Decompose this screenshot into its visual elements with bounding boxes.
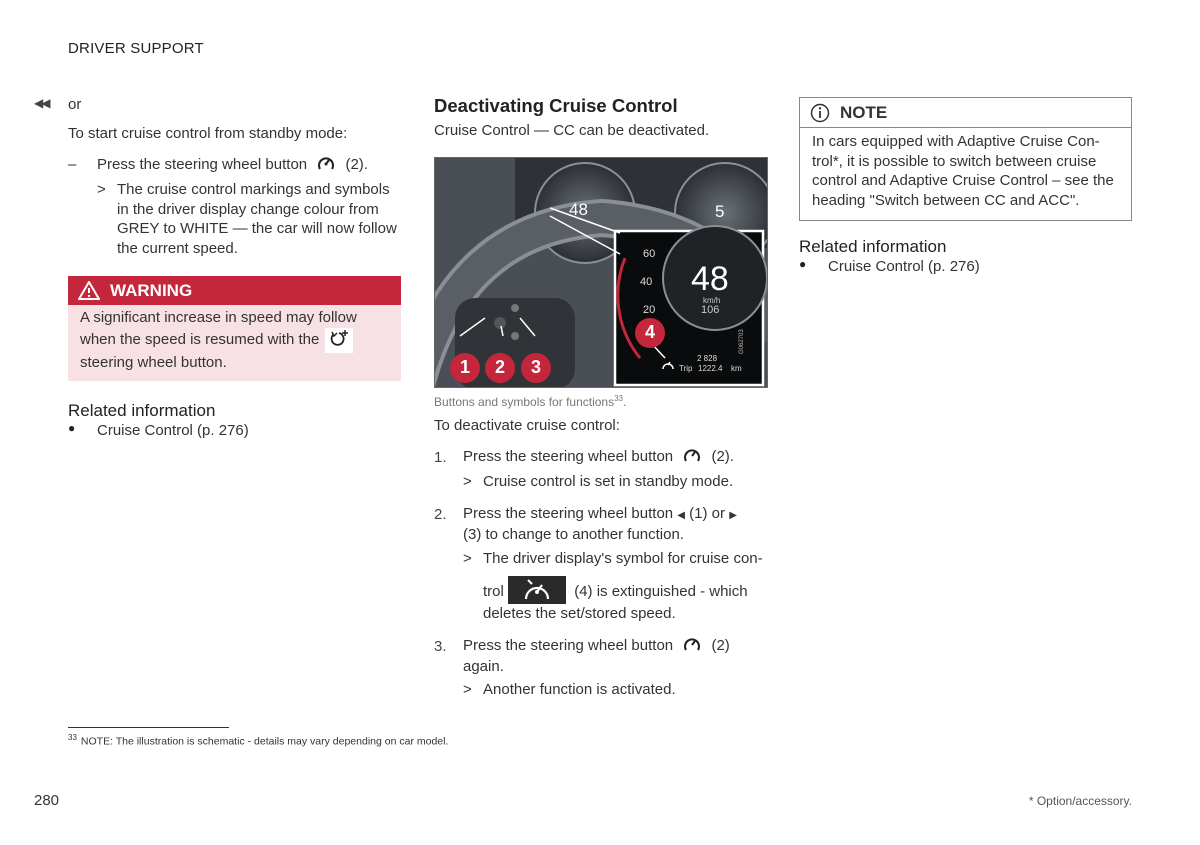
trip-value: 1222.4 xyxy=(698,363,723,373)
warning-line-2: when the speed is resumed with the xyxy=(80,328,389,354)
step-text-end: (2). xyxy=(711,448,734,465)
odometer: 2 828 xyxy=(697,353,718,363)
cruise-control-icon xyxy=(683,637,701,657)
left-arrow-icon: ◀ xyxy=(677,509,685,521)
column-middle xyxy=(434,95,768,700)
result-marker: > xyxy=(463,549,472,567)
related-link[interactable]: Cruise Control (p. 276) xyxy=(97,421,249,439)
step-result xyxy=(463,472,768,492)
step-text-end: (2) xyxy=(711,636,730,654)
callout-badge-3: 3 xyxy=(521,353,551,383)
section-header: DRIVER SUPPORT xyxy=(68,40,204,57)
gear-readout: 5 xyxy=(715,201,725,221)
step-number: 1. xyxy=(434,449,447,466)
bullet-dot-icon: ● xyxy=(799,257,807,271)
warning-line-3: steering wheel button. xyxy=(80,354,227,371)
section-subtitle: Cruise Control — CC can be deactivated. xyxy=(434,122,710,139)
dashboard-illustration xyxy=(434,157,768,388)
figure-caption: Buttons and symbols for functions$^{33}$. xyxy=(434,393,627,409)
related-info-title: Related information xyxy=(799,237,947,256)
cruise-indicator-icon xyxy=(661,358,675,375)
continued-icon: ◀◀ xyxy=(34,96,49,110)
result-line-1: The driver display's symbol for cruise con- xyxy=(483,549,763,567)
zoom-sub: 106 xyxy=(701,303,720,316)
figure-code: G062703 xyxy=(739,328,745,354)
info-icon xyxy=(810,103,830,123)
warning-triangle-icon xyxy=(78,281,100,300)
option-note: * Option/accessory. xyxy=(1028,794,1132,808)
deactivate-intro: To deactivate cruise control: xyxy=(434,416,620,434)
step-text-line-2: again. xyxy=(463,657,504,675)
note-text: In cars equipped with Adaptive Cruise Con-trol*, it is possible to switch between cruise control and Adaptive Cruise Control – see the heading "Switch between CC and ACC". xyxy=(812,133,1114,209)
zoom-unit: km/h xyxy=(703,295,721,305)
note-box xyxy=(799,97,1132,221)
result-post: (4) is extinguished - which xyxy=(574,583,748,600)
step-text: Press the steering wheel button xyxy=(463,636,674,654)
cruise-control-icon xyxy=(683,448,701,468)
note-title: NOTE xyxy=(840,102,888,122)
related-link[interactable]: Cruise Control (p. 276) xyxy=(828,258,980,275)
bullet-dot-icon: ● xyxy=(68,420,76,435)
step-number: 3. xyxy=(434,637,447,655)
step-2 xyxy=(434,504,768,624)
trip-unit: km xyxy=(731,363,742,373)
step-result xyxy=(463,680,768,700)
related-info-title: Related information xyxy=(68,400,216,420)
column-left xyxy=(34,95,401,440)
step-text-end: (3) to change to another function. xyxy=(463,526,684,543)
step-result xyxy=(463,549,768,624)
step-text: Press the steering wheel button xyxy=(463,504,674,522)
cruise-display-icon xyxy=(508,576,566,604)
warning-body xyxy=(68,305,401,381)
callout-badge-2: 2 xyxy=(485,353,515,383)
note-body xyxy=(800,128,1131,220)
callout-badge-4: 4 xyxy=(635,318,665,348)
step-text-mid: (1) or xyxy=(689,504,726,522)
footnote: $^{33}$ NOTE: The illustration is schematic - details may vary depending on car model. xyxy=(68,733,449,748)
scale-20: 20 xyxy=(643,303,656,316)
resume-icon xyxy=(325,328,353,354)
scale-40: 40 xyxy=(640,275,653,288)
result-text: Another function is activated. xyxy=(483,681,676,698)
result-marker: > xyxy=(97,181,106,198)
related-item[interactable] xyxy=(799,257,1132,277)
step-text: Press the steering wheel button xyxy=(97,156,308,173)
warning-line-1: A significant increase in speed may follow xyxy=(80,309,357,326)
step-1 xyxy=(434,447,768,492)
result-line-3: deletes the set/stored speed. xyxy=(483,605,676,622)
zoom-speed: 48 xyxy=(691,259,729,298)
step-number: 2. xyxy=(434,505,447,523)
warning-header xyxy=(68,276,401,305)
result-text: Cruise control is set in standby mode. xyxy=(483,473,734,490)
result-text: The cruise control markings and symbols in the driver display change colour from GREY to WHITE — the car will now follow the current speed. xyxy=(117,181,397,257)
page-number: 280 xyxy=(34,792,60,809)
footnote-divider xyxy=(68,727,229,728)
speed-readout: 48 xyxy=(569,199,588,219)
step-result xyxy=(97,180,401,258)
right-arrow-icon: ▶ xyxy=(729,509,737,521)
scale-60: 60 xyxy=(643,247,656,260)
cruise-control-icon xyxy=(317,156,335,176)
callout-badge-1: 1 xyxy=(450,353,480,383)
warning-box xyxy=(68,276,401,381)
or-text: or xyxy=(68,96,82,113)
note-header xyxy=(800,98,1131,128)
result-pre: trol xyxy=(483,583,504,600)
step-dash: – xyxy=(68,156,77,173)
result-marker: > xyxy=(463,681,472,698)
intro-text: To start cruise control from standby mode: xyxy=(68,124,348,142)
step-3 xyxy=(434,636,768,700)
result-marker: > xyxy=(463,473,472,490)
column-right xyxy=(799,97,1132,277)
step-item xyxy=(68,155,401,258)
step-text: Press the steering wheel button xyxy=(463,448,674,465)
trip-label: Trip xyxy=(679,363,693,373)
section-title: Deactivating Cruise Control xyxy=(434,95,678,116)
warning-title: WARNING xyxy=(110,280,193,300)
step-text-end: (2). xyxy=(345,156,368,173)
related-item[interactable] xyxy=(68,421,401,441)
